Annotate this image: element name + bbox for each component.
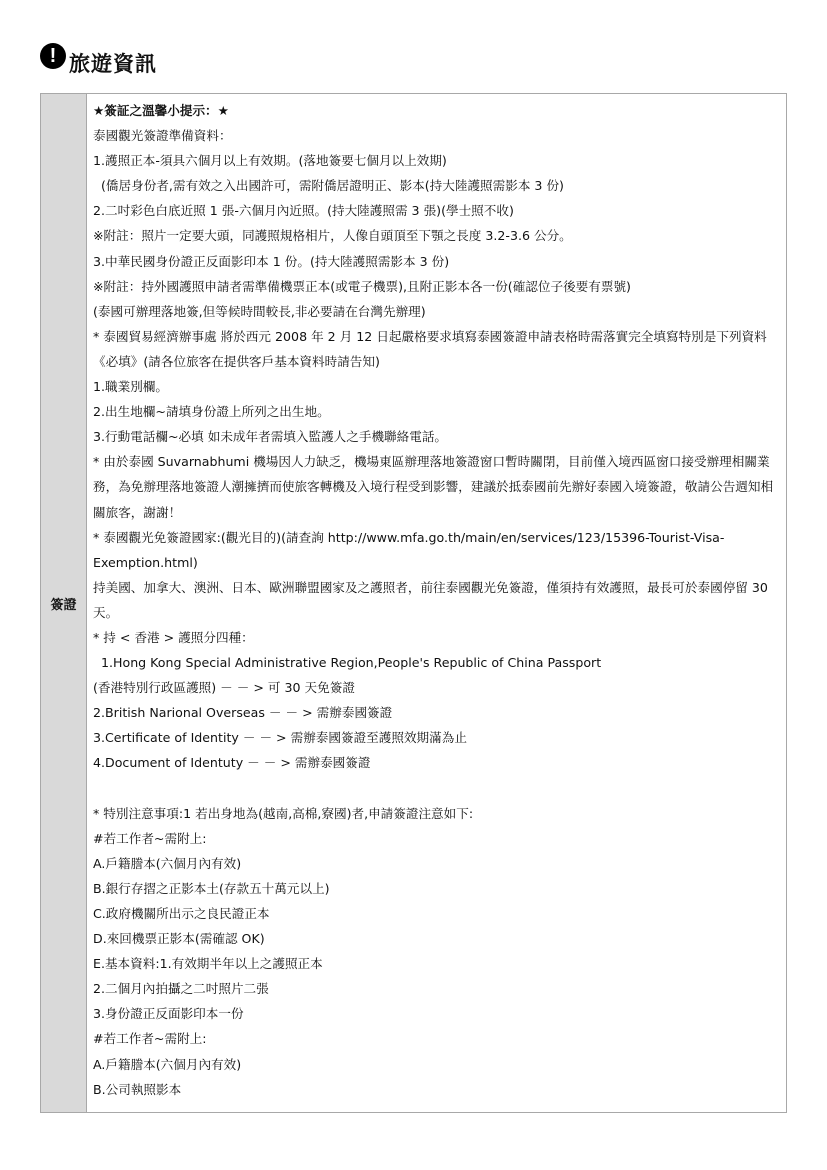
content-line: #若工作者~需附上: <box>93 830 207 846</box>
content-line: 1.Hong Kong Special Administrative Region,People's Republic of China Passport <box>101 655 602 671</box>
content-line: 2.British Narional Overseas － － > 需辦泰國簽證 <box>93 705 393 721</box>
content-line: (泰國可辦理落地簽,但等候時間較長,非必要請在台灣先辦理) <box>93 303 426 319</box>
content-line: 4.Document of Identuty － － > 需辦泰國簽證 <box>93 755 371 771</box>
content-line: #若工作者~需附上: <box>93 1031 207 1047</box>
content-line: B.公司執照影本 <box>93 1081 182 1097</box>
content-line: A.戶籍謄本(六個月內有效) <box>93 855 242 871</box>
exclamation-circle-icon: ! <box>40 43 66 69</box>
content-line: * 特別注意事項:1 若出身地為(越南,高棉,寮國)者,申請簽證注意如下: <box>93 805 474 821</box>
content-line: 3.行動電話欄~必填 如未成年者需填入監護人之手機聯絡電話。 <box>93 429 448 445</box>
content-line: * 泰國貿易經濟辦事處 將於西元 2008 年 2 月 12 日起嚴格要求填寫泰國簽證申請表格時需落實完全填寫特別是下列資料《必填》(請各位旅客在提供客戶基本資料時請告知) <box>93 328 767 369</box>
content-line: 3.中華民國身份證正反面影印本 1 份。(持大陸護照需影本 3 份) <box>93 253 450 269</box>
page-header <box>40 40 157 80</box>
content-line <box>93 776 778 801</box>
content-line: 1.護照正本-須具六個月以上有效期。(落地簽要七個月以上效期) <box>93 153 447 169</box>
content-line: ※附註：持外國護照申請者需準備機票正本(或電子機票),且附正影本各一份(確認位子後要有票號) <box>93 278 631 294</box>
content-line: 持美國、加拿大、澳洲、日本、歐洲聯盟國家及之護照者，前往泰國觀光免簽證，僅須持有效護照，最長可於泰國停留 30 天。 <box>93 579 768 620</box>
content-line: (僑居身份者,需有效之入出國許可，需附僑居證明正、影本(持大陸護照需影本 3 份) <box>101 178 564 194</box>
content-line: A.戶籍謄本(六個月內有效) <box>93 1056 242 1072</box>
content-line: C.政府機關所出示之良民證正本 <box>93 906 270 921</box>
content-line: 2.二吋彩色白底近照 1 張-六個月內近照。(持大陸護照需 3 張)(學士照不收) <box>93 203 514 219</box>
content-line: * 由於泰國 Suvarnabhumi 機場因人力缺乏，機場東區辦理落地簽證窗口暫時關閉，目前僅入境西區窗口接受辦理相關業務，為免辦理落地簽證人潮擁擠而使旅客轉機及入境行程受到影響，建議於抵泰國前先辦好泰國入境簽證，敬請公告週知相關旅客，謝謝！ <box>93 454 774 520</box>
content-line: 1.職業別欄。 <box>93 379 168 395</box>
content-line: 2.二個月內拍攝之二吋照片二張 <box>93 981 269 997</box>
content-line: ※附註：照片一定要大頭，同護照規格相片，人像自頭頂至下顎之長度 3.2-3.6 公分。 <box>93 228 572 244</box>
content-line: B.銀行存摺之正影本土(存款五十萬元以上) <box>93 880 330 896</box>
visa-info-table <box>40 93 787 1113</box>
page-title: 旅遊資訊 <box>69 52 157 76</box>
content-line: 2.出生地欄~請填身份證上所列之出生地。 <box>93 404 330 420</box>
content-line: (香港特別行政區護照) － － > 可 30 天免簽證 <box>93 680 355 696</box>
content-line: D.來回機票正影本(需確認 OK) <box>93 931 265 947</box>
content-line: * 泰國觀光免簽證國家:(觀光目的)(請查詢 http://www.mfa.go.th/main/en/services/123/15396-Tourist-Visa-Exemption.html) <box>93 529 725 570</box>
content-line: * 持 < 香港 > 護照分四種： <box>93 629 254 645</box>
content-line: E.基本資料:1.有效期半年以上之護照正本 <box>93 956 323 972</box>
visa-label-cell: 簽證 <box>41 94 87 1112</box>
content-line: ★簽証之溫馨小提示：★ <box>93 103 229 118</box>
content-line: 3.Certificate of Identity － － > 需辦泰國簽證至護照效期滿為止 <box>93 730 467 746</box>
content-line: 3.身份證正反面影印本一份 <box>93 1006 244 1022</box>
content-line: 泰國觀光簽證準備資料： <box>93 128 232 144</box>
visa-content-cell <box>87 94 786 1112</box>
